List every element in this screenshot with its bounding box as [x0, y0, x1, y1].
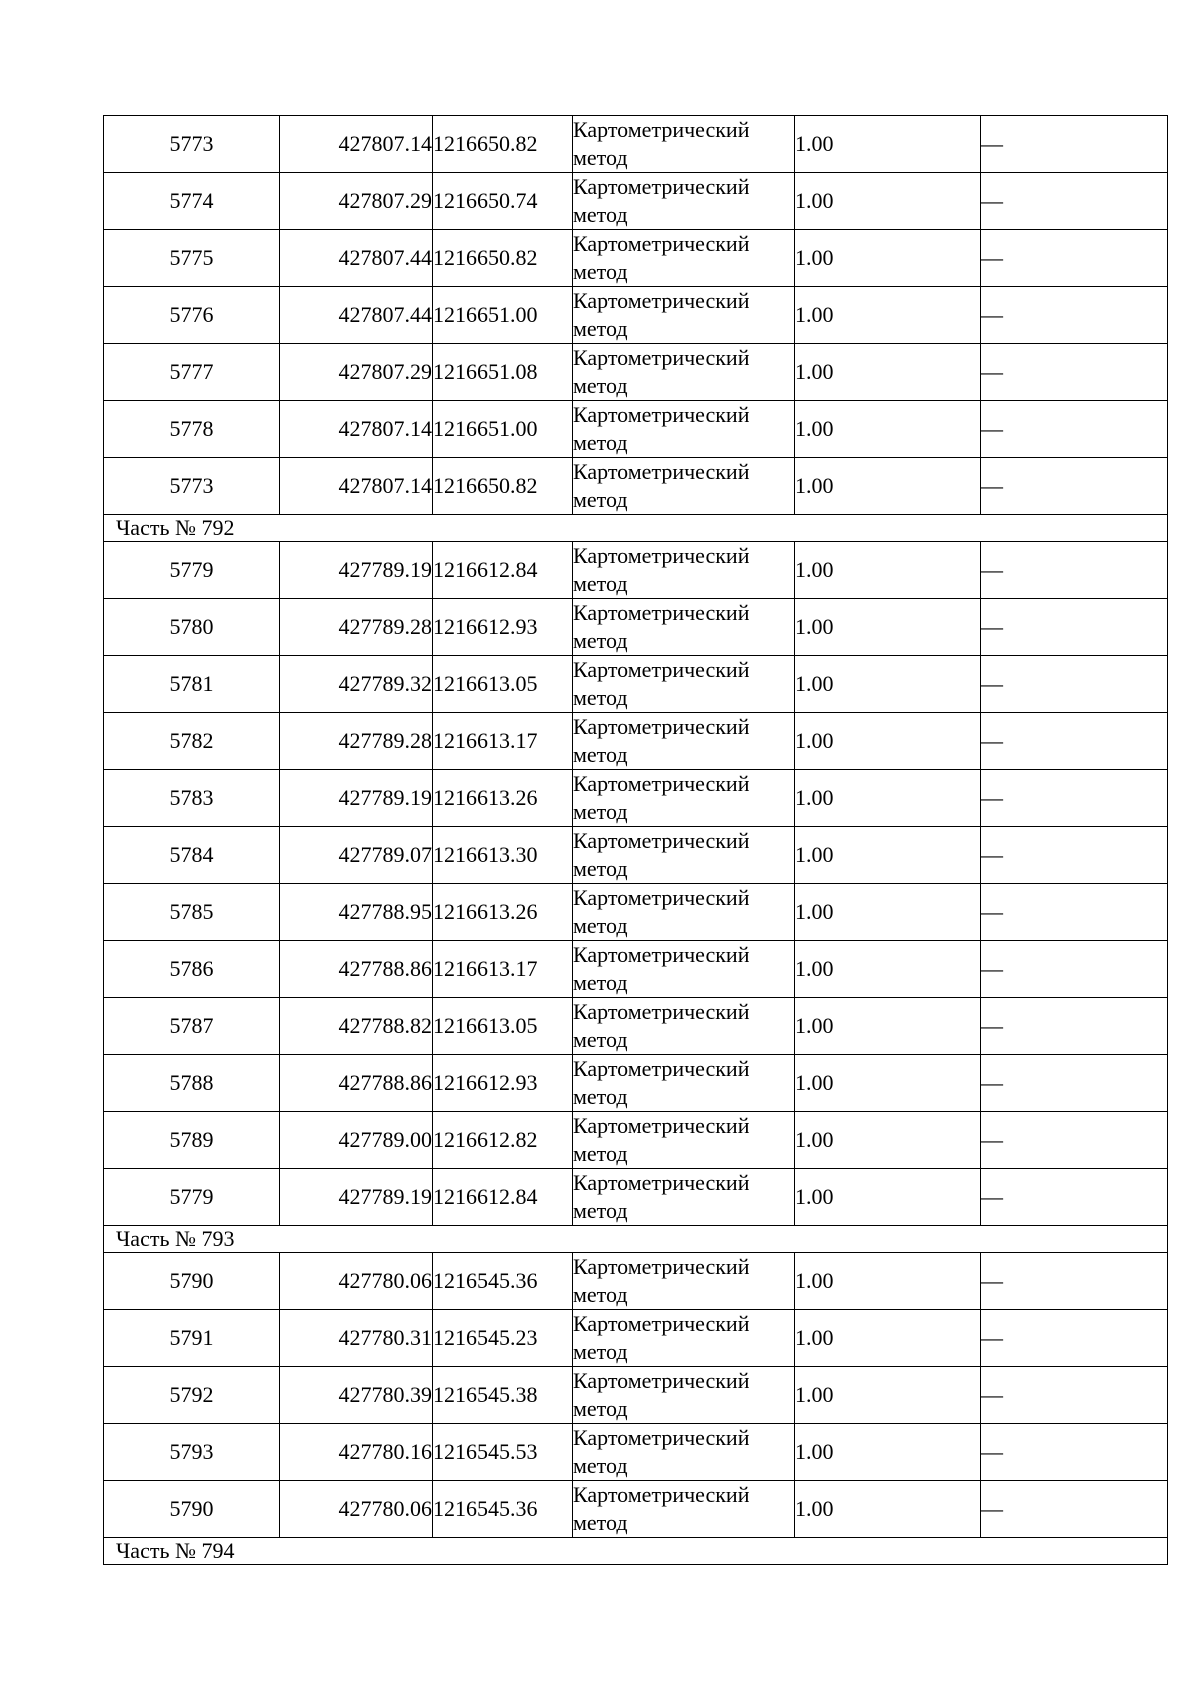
method-cell	[573, 941, 795, 998]
y-coordinate-cell: 1216545.23	[433, 1310, 573, 1367]
method-line-1: Картометрический	[573, 1113, 750, 1138]
x-coordinate-cell: 427780.31	[280, 1310, 433, 1367]
description-cell: —	[981, 884, 1168, 941]
method-cell	[573, 998, 795, 1055]
part-header-row	[104, 1538, 1168, 1565]
description-cell: —	[981, 230, 1168, 287]
method-line-2: метод	[573, 145, 628, 170]
accuracy-cell: 1.00	[795, 1112, 981, 1169]
table-row	[104, 713, 1168, 770]
method-line-2: метод	[573, 571, 628, 596]
method-line-1: Картометрический	[573, 402, 750, 427]
accuracy-cell: 1.00	[795, 827, 981, 884]
accuracy-cell: 1.00	[795, 458, 981, 515]
method-line-1: Картометрический	[573, 174, 750, 199]
method-line-1: Картометрический	[573, 288, 750, 313]
description-cell: —	[981, 116, 1168, 173]
method-cell	[573, 344, 795, 401]
accuracy-cell: 1.00	[795, 230, 981, 287]
point-number-cell: 5793	[104, 1424, 280, 1481]
method-line-2: метод	[573, 1510, 628, 1535]
y-coordinate-cell: 1216613.26	[433, 884, 573, 941]
method-cell	[573, 1424, 795, 1481]
y-coordinate-cell: 1216612.84	[433, 542, 573, 599]
table-row	[104, 116, 1168, 173]
method-line-2: метод	[573, 202, 628, 227]
accuracy-cell: 1.00	[795, 1481, 981, 1538]
point-number-cell: 5792	[104, 1367, 280, 1424]
description-cell: —	[981, 1055, 1168, 1112]
table-row	[104, 1481, 1168, 1538]
method-cell	[573, 827, 795, 884]
table-row	[104, 827, 1168, 884]
y-coordinate-cell: 1216612.84	[433, 1169, 573, 1226]
method-line-2: метод	[573, 799, 628, 824]
method-cell	[573, 116, 795, 173]
description-cell: —	[981, 1310, 1168, 1367]
point-number-cell: 5773	[104, 458, 280, 515]
method-line-2: метод	[573, 1282, 628, 1307]
method-cell	[573, 173, 795, 230]
point-number-cell: 5786	[104, 941, 280, 998]
accuracy-cell: 1.00	[795, 656, 981, 713]
method-cell	[573, 1055, 795, 1112]
x-coordinate-cell: 427807.14	[280, 458, 433, 515]
accuracy-cell: 1.00	[795, 599, 981, 656]
y-coordinate-cell: 1216612.93	[433, 1055, 573, 1112]
x-coordinate-cell: 427789.32	[280, 656, 433, 713]
point-number-cell: 5773	[104, 116, 280, 173]
accuracy-cell: 1.00	[795, 713, 981, 770]
table-row	[104, 941, 1168, 998]
description-cell: —	[981, 173, 1168, 230]
method-line-1: Картометрический	[573, 1425, 750, 1450]
description-cell: —	[981, 1253, 1168, 1310]
y-coordinate-cell: 1216650.82	[433, 230, 573, 287]
x-coordinate-cell: 427780.16	[280, 1424, 433, 1481]
method-cell	[573, 401, 795, 458]
method-line-2: метод	[573, 685, 628, 710]
point-number-cell: 5785	[104, 884, 280, 941]
method-line-1: Картометрический	[573, 345, 750, 370]
y-coordinate-cell: 1216613.17	[433, 941, 573, 998]
point-number-cell: 5779	[104, 1169, 280, 1226]
method-cell	[573, 884, 795, 941]
table-row	[104, 344, 1168, 401]
point-number-cell: 5791	[104, 1310, 280, 1367]
description-cell: —	[981, 941, 1168, 998]
method-line-1: Картометрический	[573, 1056, 750, 1081]
point-number-cell: 5789	[104, 1112, 280, 1169]
description-cell: —	[981, 998, 1168, 1055]
method-cell	[573, 1112, 795, 1169]
accuracy-cell: 1.00	[795, 173, 981, 230]
x-coordinate-cell: 427788.86	[280, 941, 433, 998]
method-line-1: Картометрический	[573, 117, 750, 142]
y-coordinate-cell: 1216612.82	[433, 1112, 573, 1169]
table-row	[104, 1310, 1168, 1367]
point-number-cell: 5790	[104, 1481, 280, 1538]
y-coordinate-cell: 1216613.17	[433, 713, 573, 770]
y-coordinate-cell: 1216651.08	[433, 344, 573, 401]
method-cell	[573, 230, 795, 287]
method-line-1: Картометрический	[573, 1368, 750, 1393]
description-cell: —	[981, 401, 1168, 458]
y-coordinate-cell: 1216545.38	[433, 1367, 573, 1424]
method-line-1: Картометрический	[573, 942, 750, 967]
x-coordinate-cell: 427789.28	[280, 599, 433, 656]
x-coordinate-cell: 427788.95	[280, 884, 433, 941]
method-line-2: метод	[573, 913, 628, 938]
point-number-cell: 5775	[104, 230, 280, 287]
y-coordinate-cell: 1216650.82	[433, 116, 573, 173]
table-row	[104, 287, 1168, 344]
table-row	[104, 656, 1168, 713]
method-line-2: метод	[573, 1198, 628, 1223]
table-row	[104, 1253, 1168, 1310]
x-coordinate-cell: 427807.14	[280, 401, 433, 458]
table-row	[104, 998, 1168, 1055]
point-number-cell: 5780	[104, 599, 280, 656]
method-cell	[573, 287, 795, 344]
point-number-cell: 5784	[104, 827, 280, 884]
point-number-cell: 5777	[104, 344, 280, 401]
table-row	[104, 770, 1168, 827]
part-header-row	[104, 515, 1168, 542]
point-number-cell: 5774	[104, 173, 280, 230]
method-line-2: метод	[573, 1141, 628, 1166]
point-number-cell: 5781	[104, 656, 280, 713]
coordinates-table	[103, 115, 1168, 1565]
method-line-1: Картометрический	[573, 600, 750, 625]
method-line-2: метод	[573, 856, 628, 881]
x-coordinate-cell: 427789.00	[280, 1112, 433, 1169]
method-line-1: Картометрический	[573, 885, 750, 910]
x-coordinate-cell: 427807.44	[280, 287, 433, 344]
x-coordinate-cell: 427807.14	[280, 116, 433, 173]
method-cell	[573, 1310, 795, 1367]
y-coordinate-cell: 1216545.36	[433, 1481, 573, 1538]
y-coordinate-cell: 1216650.74	[433, 173, 573, 230]
y-coordinate-cell: 1216613.30	[433, 827, 573, 884]
x-coordinate-cell: 427807.29	[280, 344, 433, 401]
accuracy-cell: 1.00	[795, 1367, 981, 1424]
description-cell: —	[981, 344, 1168, 401]
method-cell	[573, 770, 795, 827]
method-cell	[573, 1367, 795, 1424]
method-line-1: Картометрический	[573, 828, 750, 853]
x-coordinate-cell: 427780.06	[280, 1481, 433, 1538]
x-coordinate-cell: 427807.44	[280, 230, 433, 287]
method-line-2: метод	[573, 628, 628, 653]
accuracy-cell: 1.00	[795, 770, 981, 827]
y-coordinate-cell: 1216545.53	[433, 1424, 573, 1481]
method-cell	[573, 542, 795, 599]
method-line-1: Картометрический	[573, 714, 750, 739]
method-line-2: метод	[573, 1027, 628, 1052]
method-cell	[573, 458, 795, 515]
accuracy-cell: 1.00	[795, 1424, 981, 1481]
point-number-cell: 5790	[104, 1253, 280, 1310]
y-coordinate-cell: 1216651.00	[433, 287, 573, 344]
description-cell: —	[981, 599, 1168, 656]
part-label: Часть № 793	[104, 1226, 1168, 1253]
description-cell: —	[981, 713, 1168, 770]
table-row	[104, 884, 1168, 941]
y-coordinate-cell: 1216613.05	[433, 998, 573, 1055]
y-coordinate-cell: 1216613.05	[433, 656, 573, 713]
description-cell: —	[981, 1481, 1168, 1538]
table-row	[104, 230, 1168, 287]
method-line-2: метод	[573, 970, 628, 995]
description-cell: —	[981, 287, 1168, 344]
method-line-2: метод	[573, 487, 628, 512]
method-cell	[573, 1253, 795, 1310]
description-cell: —	[981, 827, 1168, 884]
method-line-1: Картометрический	[573, 999, 750, 1024]
method-line-2: метод	[573, 1453, 628, 1478]
x-coordinate-cell: 427789.07	[280, 827, 433, 884]
accuracy-cell: 1.00	[795, 884, 981, 941]
accuracy-cell: 1.00	[795, 344, 981, 401]
coordinates-table-body	[104, 116, 1168, 1565]
description-cell: —	[981, 656, 1168, 713]
accuracy-cell: 1.00	[795, 1169, 981, 1226]
method-line-2: метод	[573, 373, 628, 398]
point-number-cell: 5787	[104, 998, 280, 1055]
method-cell	[573, 599, 795, 656]
accuracy-cell: 1.00	[795, 401, 981, 458]
method-line-1: Картометрический	[573, 657, 750, 682]
method-line-2: метод	[573, 1339, 628, 1364]
method-line-2: метод	[573, 316, 628, 341]
accuracy-cell: 1.00	[795, 116, 981, 173]
accuracy-cell: 1.00	[795, 1310, 981, 1367]
description-cell: —	[981, 1367, 1168, 1424]
y-coordinate-cell: 1216650.82	[433, 458, 573, 515]
x-coordinate-cell: 427807.29	[280, 173, 433, 230]
part-header-row	[104, 1226, 1168, 1253]
point-number-cell: 5788	[104, 1055, 280, 1112]
x-coordinate-cell: 427788.86	[280, 1055, 433, 1112]
y-coordinate-cell: 1216651.00	[433, 401, 573, 458]
table-row	[104, 401, 1168, 458]
description-cell: —	[981, 1169, 1168, 1226]
y-coordinate-cell: 1216613.26	[433, 770, 573, 827]
method-line-1: Картометрический	[573, 543, 750, 568]
description-cell: —	[981, 770, 1168, 827]
accuracy-cell: 1.00	[795, 1253, 981, 1310]
table-row	[104, 599, 1168, 656]
method-cell	[573, 713, 795, 770]
description-cell: —	[981, 1112, 1168, 1169]
table-row	[104, 1367, 1168, 1424]
table-row	[104, 1169, 1168, 1226]
method-line-2: метод	[573, 430, 628, 455]
method-line-1: Картометрический	[573, 459, 750, 484]
x-coordinate-cell: 427789.19	[280, 1169, 433, 1226]
table-row	[104, 458, 1168, 515]
method-line-1: Картометрический	[573, 1482, 750, 1507]
point-number-cell: 5776	[104, 287, 280, 344]
description-cell: —	[981, 542, 1168, 599]
x-coordinate-cell: 427789.28	[280, 713, 433, 770]
part-label: Часть № 794	[104, 1538, 1168, 1565]
method-line-2: метод	[573, 259, 628, 284]
table-row	[104, 173, 1168, 230]
table-row	[104, 1055, 1168, 1112]
x-coordinate-cell: 427780.06	[280, 1253, 433, 1310]
method-line-2: метод	[573, 1396, 628, 1421]
method-cell	[573, 1169, 795, 1226]
point-number-cell: 5783	[104, 770, 280, 827]
method-line-1: Картометрический	[573, 771, 750, 796]
table-row	[104, 542, 1168, 599]
y-coordinate-cell: 1216545.36	[433, 1253, 573, 1310]
method-line-1: Картометрический	[573, 231, 750, 256]
point-number-cell: 5778	[104, 401, 280, 458]
description-cell: —	[981, 458, 1168, 515]
point-number-cell: 5779	[104, 542, 280, 599]
accuracy-cell: 1.00	[795, 287, 981, 344]
x-coordinate-cell: 427789.19	[280, 770, 433, 827]
method-cell	[573, 1481, 795, 1538]
table-row	[104, 1424, 1168, 1481]
table-row	[104, 1112, 1168, 1169]
x-coordinate-cell: 427780.39	[280, 1367, 433, 1424]
x-coordinate-cell: 427788.82	[280, 998, 433, 1055]
method-line-2: метод	[573, 742, 628, 767]
method-line-2: метод	[573, 1084, 628, 1109]
point-number-cell: 5782	[104, 713, 280, 770]
method-line-1: Картометрический	[573, 1170, 750, 1195]
y-coordinate-cell: 1216612.93	[433, 599, 573, 656]
accuracy-cell: 1.00	[795, 1055, 981, 1112]
part-label: Часть № 792	[104, 515, 1168, 542]
accuracy-cell: 1.00	[795, 542, 981, 599]
accuracy-cell: 1.00	[795, 998, 981, 1055]
method-line-1: Картометрический	[573, 1254, 750, 1279]
description-cell: —	[981, 1424, 1168, 1481]
method-cell	[573, 656, 795, 713]
x-coordinate-cell: 427789.19	[280, 542, 433, 599]
method-line-1: Картометрический	[573, 1311, 750, 1336]
accuracy-cell: 1.00	[795, 941, 981, 998]
